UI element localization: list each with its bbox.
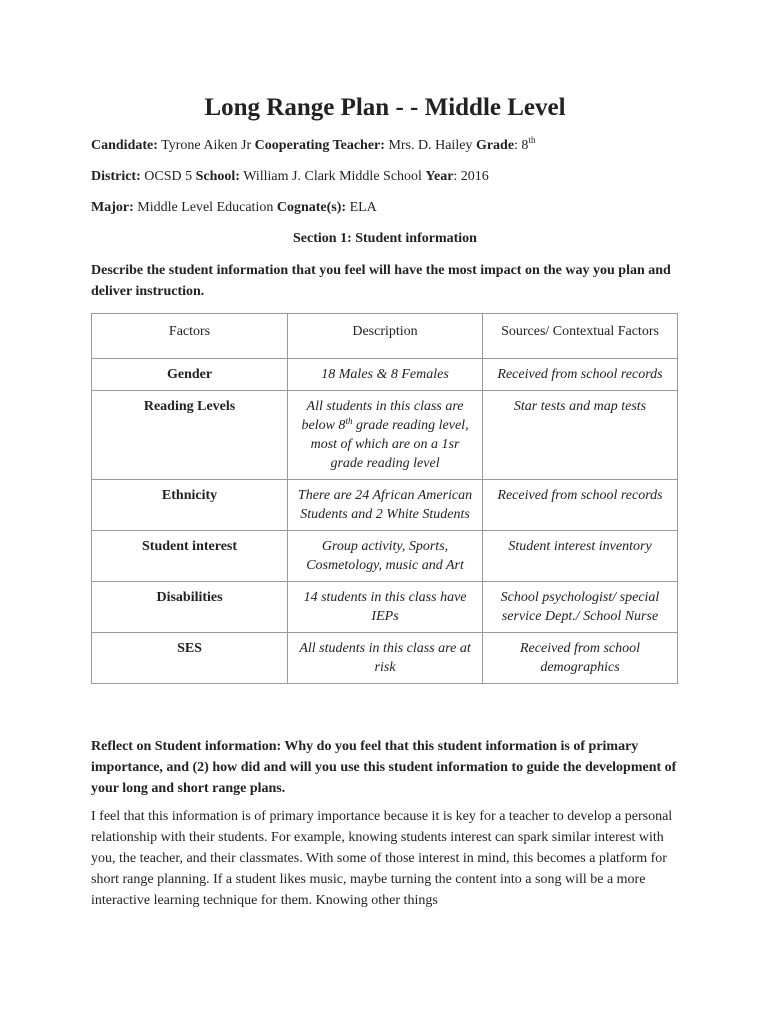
factor-cell: Disabilities — [92, 582, 288, 633]
source-cell: Star tests and map tests — [483, 391, 678, 480]
factor-cell: Student interest — [92, 531, 288, 582]
factor-cell: Reading Levels — [92, 391, 288, 480]
candidate-value: Tyrone Aiken Jr — [161, 138, 252, 153]
reflect-body: I feel that this information is of primary importance because it is key for a teacher to develop a personal relationship with their students. For example, knowing students interest can spark similar interest with you, the teacher, and their classmates. With some of those interest in mind, this becomes a platform for short range planning. If a student likes music, maybe turning the content into a song will be a more interactive learning technique for them. Knowing other things — [91, 809, 673, 908]
description-cell: Group activity, Sports, Cosmetology, music and Art — [288, 531, 483, 582]
year-value: : 2016 — [453, 169, 489, 184]
district-value: OCSD 5 — [144, 169, 193, 184]
table-row — [92, 531, 678, 582]
section-prompt: Describe the student information that you feel will have the most impact on the way you plan and deliver instruction. — [91, 263, 671, 299]
source-cell: School psychologist/ special service Dept./ School Nurse — [483, 582, 678, 633]
candidate-label: Candidate: — [91, 138, 158, 153]
description-superscript: th — [345, 416, 353, 426]
factor-cell: Gender — [92, 359, 288, 391]
source-cell: Student interest inventory — [483, 531, 678, 582]
table-row — [92, 633, 678, 684]
header-sources: Sources/ Contextual Factors — [483, 314, 678, 359]
school-value: William J. Clark Middle School — [243, 169, 422, 184]
source-cell: Received from school demographics — [483, 633, 678, 684]
table-row — [92, 391, 678, 480]
major-line — [91, 199, 377, 217]
source-cell: Received from school records — [483, 480, 678, 531]
school-label: School: — [195, 169, 240, 184]
description-text: grade reading level, most of which are on a 1sr grade reading level — [310, 418, 469, 471]
district-label: District: — [91, 169, 141, 184]
description-cell: All students in this class are at risk — [288, 633, 483, 684]
cooperating-teacher-label: Cooperating Teacher: — [254, 138, 385, 153]
cognate-label: Cognate(s): — [276, 200, 347, 215]
grade-value: : 8 — [514, 138, 529, 153]
table-row — [92, 480, 678, 531]
factor-cell: SES — [92, 633, 288, 684]
district-line — [91, 168, 489, 186]
factor-cell: Ethnicity — [92, 480, 288, 531]
table-row — [92, 359, 678, 391]
cooperating-teacher-value: Mrs. D. Hailey — [388, 138, 473, 153]
reflect-prompt: Reflect on Student information: Why do you feel that this student information is of primary importance, and (2) how did and will you use this student information to guide the development of your long and short range plans. — [91, 739, 677, 796]
header-factors: Factors — [92, 314, 288, 359]
section-heading: Section 1: Student information — [293, 231, 477, 246]
major-label: Major: — [91, 200, 134, 215]
candidate-line — [91, 137, 535, 155]
student-info-table — [91, 313, 678, 684]
description-cell: 14 students in this class have IEPs — [288, 582, 483, 633]
cognate-value: ELA — [349, 200, 377, 215]
major-value: Middle Level Education — [137, 200, 274, 215]
table-row — [92, 582, 678, 633]
grade-superscript: th — [528, 135, 536, 145]
table-header-row — [92, 314, 678, 359]
description-cell — [288, 391, 483, 480]
description-cell: There are 24 African American Students and 2 White Students — [288, 480, 483, 531]
header-description: Description — [288, 314, 483, 359]
page-title: Long Range Plan - - Middle Level — [204, 94, 566, 121]
description-cell: 18 Males & 8 Females — [288, 359, 483, 391]
grade-label: Grade — [475, 138, 515, 153]
year-label: Year — [425, 169, 454, 184]
source-cell: Received from school records — [483, 359, 678, 391]
description-text: All students in this class are below 8 — [301, 399, 464, 433]
